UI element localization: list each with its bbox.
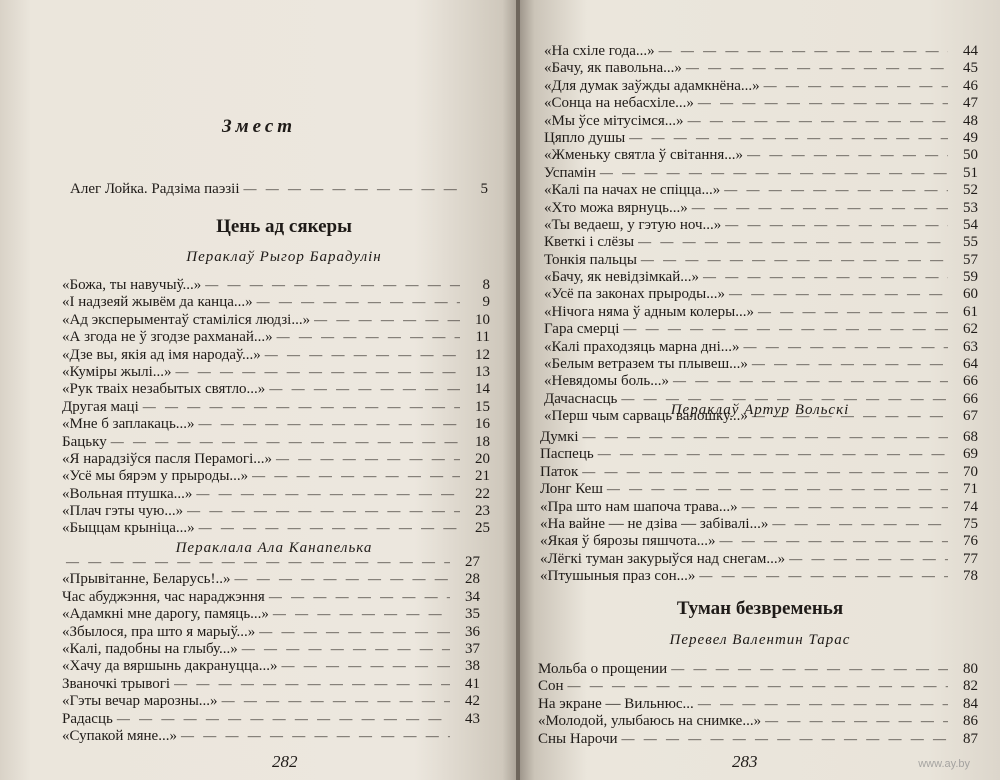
dot-leader (596, 164, 948, 181)
toc-entry-page: 16 (475, 416, 490, 433)
toc-entry-page: 57 (963, 251, 978, 268)
toc-entry-page: 51 (963, 164, 978, 181)
dot-leader (177, 727, 450, 744)
toc-entry-page: 34 (465, 588, 480, 605)
dot-leader (183, 502, 460, 519)
toc-entry-title: Алег Лойка. Радзіма паэзіі (70, 181, 240, 197)
toc-entry (544, 251, 978, 268)
toc-entry-page: 66 (963, 373, 978, 390)
toc-entry (62, 502, 490, 519)
dot-leader (113, 710, 450, 727)
dot-leader (218, 692, 450, 709)
toc-entry (62, 328, 490, 345)
toc-entry (538, 730, 978, 747)
dot-leader (634, 233, 948, 250)
dot-leader (253, 293, 460, 310)
toc-entry (62, 467, 490, 484)
toc-entry-page: 59 (963, 269, 978, 286)
dot-leader (738, 498, 948, 515)
toc-entry (62, 657, 480, 674)
toc-entry (62, 398, 490, 415)
dot-leader (195, 519, 460, 536)
toc-entry-title: «Мне б заплакаць...» (62, 416, 195, 433)
toc-entry-page: 14 (475, 381, 490, 398)
toc-entry-page: 42 (465, 693, 480, 710)
dot-leader (564, 677, 948, 694)
toc-entry (544, 216, 978, 233)
toc-entry-page: 84 (963, 695, 978, 712)
toc-entry (62, 363, 490, 380)
toc-entry-page: 66 (963, 390, 978, 407)
dot-leader (578, 428, 948, 445)
toc-entry (544, 129, 978, 146)
toc-entry (540, 532, 978, 549)
translator-name: Пераклаў Рыгор Барадулін (186, 249, 382, 265)
toc-entry-page: 80 (963, 661, 978, 677)
dot-leader (195, 415, 460, 432)
dot-leader (619, 320, 948, 337)
toc-entry (544, 320, 978, 337)
toc-entry-title: «Калі, падобны на глыбу...» (62, 640, 238, 657)
toc-entry-title: Радасць (62, 710, 113, 727)
toc-entry-title: На экране — Вильнюс... (538, 695, 694, 712)
dot-leader (694, 695, 948, 712)
toc-entry (538, 712, 978, 729)
dot-leader (265, 380, 460, 397)
toc-entry-page: 68 (963, 429, 978, 445)
toc-entry-page: 28 (465, 571, 480, 588)
dot-leader (682, 59, 948, 76)
dot-leader (269, 605, 450, 622)
page-number: 282 (272, 752, 298, 771)
toc-entry-page: 78 (963, 568, 978, 585)
toc-entry-page: 10 (475, 311, 490, 328)
dot-leader (172, 363, 460, 380)
toc-entry (62, 485, 490, 502)
toc-entry-page: 18 (475, 433, 490, 450)
toc-entry-title: Сны Нарочи (538, 730, 618, 747)
toc-entry-title: «І надзеяй жывём да канца...» (62, 294, 253, 311)
toc-entry (62, 588, 480, 605)
section-title: Туман безвременья (676, 598, 844, 619)
dot-leader (625, 129, 948, 146)
toc-entry-page: 64 (963, 356, 978, 373)
dot-leader (255, 623, 450, 640)
toc-entry (544, 268, 978, 285)
dot-leader (273, 328, 460, 345)
toc-entry (62, 727, 480, 744)
page-number: 283 (732, 752, 758, 771)
toc-entry (62, 276, 490, 293)
toc-entry-title: «Божа, ты навучыў...» (62, 277, 202, 293)
dot-leader (768, 515, 948, 532)
toc-entry-title: Паспець (540, 446, 594, 463)
dot-leader (272, 450, 460, 467)
dot-leader (761, 712, 948, 729)
toc-entry-title: «Ад эксперыментаў стаміліся людзі...» (62, 311, 311, 328)
dot-leader (655, 42, 948, 59)
toc-entry (538, 677, 978, 694)
toc-entry-title: «Адамкні мне дарогу, памяць...» (62, 606, 269, 623)
toc-entry-page: 35 (465, 606, 480, 623)
toc-entry (62, 553, 480, 570)
toc-entry-page: 55 (963, 234, 978, 251)
dot-leader (310, 311, 460, 328)
dot-leader (603, 480, 948, 497)
dot-leader (170, 675, 450, 692)
toc-entry (544, 164, 978, 181)
toc-entry-page: 50 (963, 147, 978, 164)
toc-entry-title: «Птушыныя праз сон...» (540, 568, 696, 585)
toc-entry (544, 372, 978, 389)
toc-entry (538, 660, 978, 677)
dot-leader (725, 285, 948, 302)
toc-entry (544, 338, 978, 355)
toc-entry-page: 41 (465, 675, 480, 692)
toc-entry-title: «Лёгкі туман закурыўся над снегам...» (540, 550, 786, 567)
section-title: Цень ад сякеры (216, 216, 352, 237)
dot-leader (248, 467, 460, 484)
dot-leader (637, 251, 948, 268)
toc-entry-title: «Мы ўсе мітусімся...» (544, 112, 684, 129)
toc-entry-page: 76 (963, 533, 978, 550)
dot-leader (754, 303, 948, 320)
toc-entry-title: Сон (538, 678, 564, 695)
toc-entry (540, 498, 978, 515)
toc-entry-page: 8 (482, 277, 490, 293)
toc-entry (544, 233, 978, 250)
toc-entry-title: Другая маці (62, 398, 139, 415)
toc-entry (544, 59, 978, 76)
toc-entry-title: Лонг Кеш (540, 481, 603, 498)
toc-entry-page: 27 (465, 554, 480, 570)
toc-entry-page: 21 (475, 468, 490, 485)
dot-leader (107, 433, 460, 450)
toc-entry-page: 38 (465, 658, 480, 675)
contents-heading: Змест (221, 116, 297, 137)
toc-entry-page: 44 (963, 43, 978, 59)
dot-leader (684, 112, 948, 129)
toc-list-barodulin (62, 276, 490, 537)
toc-entry (544, 181, 978, 198)
dot-leader (694, 94, 948, 111)
dot-leader (618, 730, 948, 747)
dot-leader (740, 338, 949, 355)
toc-entry (62, 380, 490, 397)
toc-entry-title: Цяпло душы (544, 129, 626, 146)
toc-entry-title: «На вайне — не дзіва — забівалі...» (540, 515, 769, 532)
toc-entry (544, 199, 978, 216)
toc-entry-page: 69 (963, 446, 978, 463)
toc-entry (62, 519, 490, 536)
dot-leader (695, 567, 948, 584)
dot-leader (785, 550, 948, 567)
toc-entry (544, 77, 978, 94)
toc-entry-title: «Вольная птушка...» (62, 485, 193, 502)
toc-entry-page: 82 (963, 678, 978, 695)
toc-entry-title: Званочкі трывогі (62, 675, 171, 692)
toc-entry-page: 60 (963, 286, 978, 303)
toc-entry-page: 25 (475, 520, 490, 537)
toc-entry (540, 480, 978, 497)
toc-entry (62, 623, 480, 640)
toc-list-continued (544, 42, 978, 425)
toc-entry-page: 37 (465, 640, 480, 657)
dot-leader (594, 445, 948, 462)
dot-leader (721, 216, 948, 233)
dot-leader (578, 463, 948, 480)
toc-entry (62, 311, 490, 328)
toc-entry (540, 428, 978, 445)
toc-entry-title: «Куміры жылі...» (62, 363, 172, 380)
toc-entry-page: 49 (963, 129, 978, 146)
dot-leader (716, 532, 948, 549)
toc-entry-page: 12 (475, 346, 490, 363)
toc-entry-page: 22 (475, 485, 490, 502)
toc-entry (544, 285, 978, 302)
toc-entry (544, 146, 978, 163)
toc-entry (544, 94, 978, 111)
toc-entry (540, 550, 978, 567)
toc-entry-page: 61 (963, 303, 978, 320)
toc-entry-page: 11 (475, 329, 490, 346)
toc-entry-title: «Калі па начах не спіцца...» (544, 182, 721, 199)
toc-entry-title: «Супакой мяне...» (62, 727, 177, 744)
toc-entry-title: «Для думак заўжды адамкнёна...» (544, 77, 760, 94)
dot-leader (699, 268, 948, 285)
toc-entry-title: Час абуджэння, час нараджэння (62, 588, 265, 605)
toc-entry-title: Гара смерці (544, 321, 620, 338)
dot-leader (760, 77, 948, 94)
toc-entry-page: 20 (475, 450, 490, 467)
intro-entry-block (70, 180, 488, 197)
toc-entry (540, 515, 978, 532)
toc-entry-title: «Нічога няма ў адным колеры...» (544, 303, 755, 320)
toc-entry-page: 13 (475, 363, 490, 380)
toc-entry-page: 43 (465, 710, 480, 727)
toc-entry-title: Паток (540, 463, 579, 480)
translator-name: Пераклаў Артур Вольскі (670, 402, 850, 418)
toc-entry (62, 570, 480, 587)
toc-entry-title: Бацьку (62, 433, 107, 450)
toc-entry-title: Кветкі і слёзы (544, 234, 635, 251)
toc-entry-page: 23 (475, 503, 490, 520)
toc-entry (62, 293, 490, 310)
toc-entry-title: «Прывітанне, Беларусь!..» (62, 571, 231, 588)
toc-entry-title: «Гэты вечар марозны...» (62, 693, 218, 710)
toc-entry (62, 346, 490, 363)
toc-entry-title: «Плач гэты чую...» (62, 503, 184, 520)
toc-entry (62, 415, 490, 432)
dot-leader (688, 199, 948, 216)
toc-entry (544, 112, 978, 129)
toc-entry-page: 9 (482, 294, 490, 311)
translator-name: Пераклала Ала Канапелька (175, 540, 373, 556)
toc-entry (62, 450, 490, 467)
toc-entry-page: 70 (963, 463, 978, 480)
toc-entry-title: Мольба о прощении (538, 661, 668, 677)
toc-entry (70, 180, 488, 197)
dot-leader (265, 588, 450, 605)
toc-entry-page: 67 (963, 408, 978, 425)
toc-list-taras (538, 660, 978, 747)
toc-entry-title: «Жменьку святла ў світання...» (544, 147, 744, 164)
toc-entry (62, 675, 480, 692)
toc-entry-title: Думкі (540, 429, 579, 445)
dot-leader (748, 355, 948, 372)
right-page (520, 0, 1000, 780)
toc-entry-title: «Молодой, улыбаюсь на снимке...» (538, 713, 762, 730)
toc-entry-title: «А згода не ў згодзе рахманай...» (62, 329, 273, 346)
toc-entry (544, 303, 978, 320)
toc-entry-page: 63 (963, 338, 978, 355)
toc-entry (62, 710, 480, 727)
toc-entry (540, 445, 978, 462)
toc-entry-page: 86 (963, 713, 978, 730)
toc-entry-page: 46 (963, 77, 978, 94)
toc-entry-title: «Быццам крыніца...» (62, 520, 195, 537)
dot-leader (667, 660, 948, 677)
dot-leader (720, 181, 948, 198)
toc-entry-page: 77 (963, 550, 978, 567)
toc-entry-page: 53 (963, 199, 978, 216)
toc-entry-title: «Усё мы бярэм у прыроды...» (62, 468, 249, 485)
toc-entry-title: «Ты ведаеш, у гэтую ноч...» (544, 216, 722, 233)
toc-entry (62, 692, 480, 709)
toc-entry-title: «Перш чым сарваць валошку...» (544, 408, 748, 425)
toc-entry-title: «Белым ветразем ты плывеш...» (544, 356, 748, 373)
toc-entry (538, 695, 978, 712)
toc-entry-page: 15 (475, 398, 490, 415)
toc-entry-title: «Сонца на небасхіле...» (544, 95, 694, 112)
dot-leader (201, 276, 460, 293)
dot-leader (277, 657, 450, 674)
toc-entry-page: 48 (963, 112, 978, 129)
toc-entry (544, 42, 978, 59)
toc-entry-page: 74 (963, 498, 978, 515)
toc-entry-title: «Невядомы боль...» (544, 373, 669, 390)
dot-leader (669, 372, 948, 389)
dot-leader (139, 398, 460, 415)
toc-entry-title: «На схіле года...» (544, 43, 655, 59)
toc-list-volski (540, 428, 978, 585)
toc-entry-page: 54 (963, 216, 978, 233)
toc-entry (544, 355, 978, 372)
toc-entry-title: «Пра што нам шапоча трава...» (540, 498, 738, 515)
toc-entry-page: 5 (480, 181, 488, 197)
toc-entry-title: «Калі праходзяць марна дні...» (544, 338, 740, 355)
toc-entry-title: «Я нарадзіўся пасля Перамогі...» (62, 450, 272, 467)
toc-entry-page: 45 (963, 60, 978, 77)
toc-entry-page: 36 (465, 623, 480, 640)
toc-entry-title: «Усё па законах прыроды...» (544, 286, 725, 303)
toc-entry-page: 75 (963, 515, 978, 532)
toc-list-kanapelka (62, 553, 480, 744)
dot-leader (192, 485, 460, 502)
dot-leader (62, 553, 450, 570)
toc-entry-title: «Хачу да вяршынь дакрануцца...» (62, 658, 278, 675)
toc-entry-title: Успамін (544, 164, 596, 181)
toc-entry (62, 433, 490, 450)
toc-entry-title: «Якая ў бярозы пяшчота...» (540, 533, 716, 550)
toc-entry-page: 62 (963, 321, 978, 338)
toc-entry-title: «Дзе вы, якія ад імя народаў...» (62, 346, 261, 363)
dot-leader (230, 570, 450, 587)
toc-entry-title: «Хто можа вярнуць...» (544, 199, 688, 216)
toc-entry-title: Дачаснасць (544, 390, 618, 407)
dot-leader (261, 346, 460, 363)
toc-entry-page: 52 (963, 182, 978, 199)
toc-entry-page: 87 (963, 730, 978, 747)
toc-entry-page: 71 (963, 481, 978, 498)
toc-entry (540, 463, 978, 480)
toc-entry-title: «Бачу, як невідзімкай...» (544, 269, 699, 286)
toc-entry (62, 605, 480, 622)
toc-entry-title: Тонкія пальцы (544, 251, 637, 268)
dot-leader (238, 640, 450, 657)
dot-leader (240, 180, 458, 197)
watermark: www.ay.by (918, 758, 970, 770)
toc-entry (62, 640, 480, 657)
toc-entry (540, 567, 978, 584)
toc-entry-title: «Бачу, як павольна...» (544, 60, 682, 77)
toc-entry-page: 47 (963, 95, 978, 112)
toc-entry-title: «Рук тваіх незабытых святло...» (62, 381, 266, 398)
toc-entry-title: «Збылося, пра што я марыў...» (62, 623, 256, 640)
translator-name: Перевел Валентин Тарас (669, 632, 851, 648)
dot-leader (743, 146, 948, 163)
